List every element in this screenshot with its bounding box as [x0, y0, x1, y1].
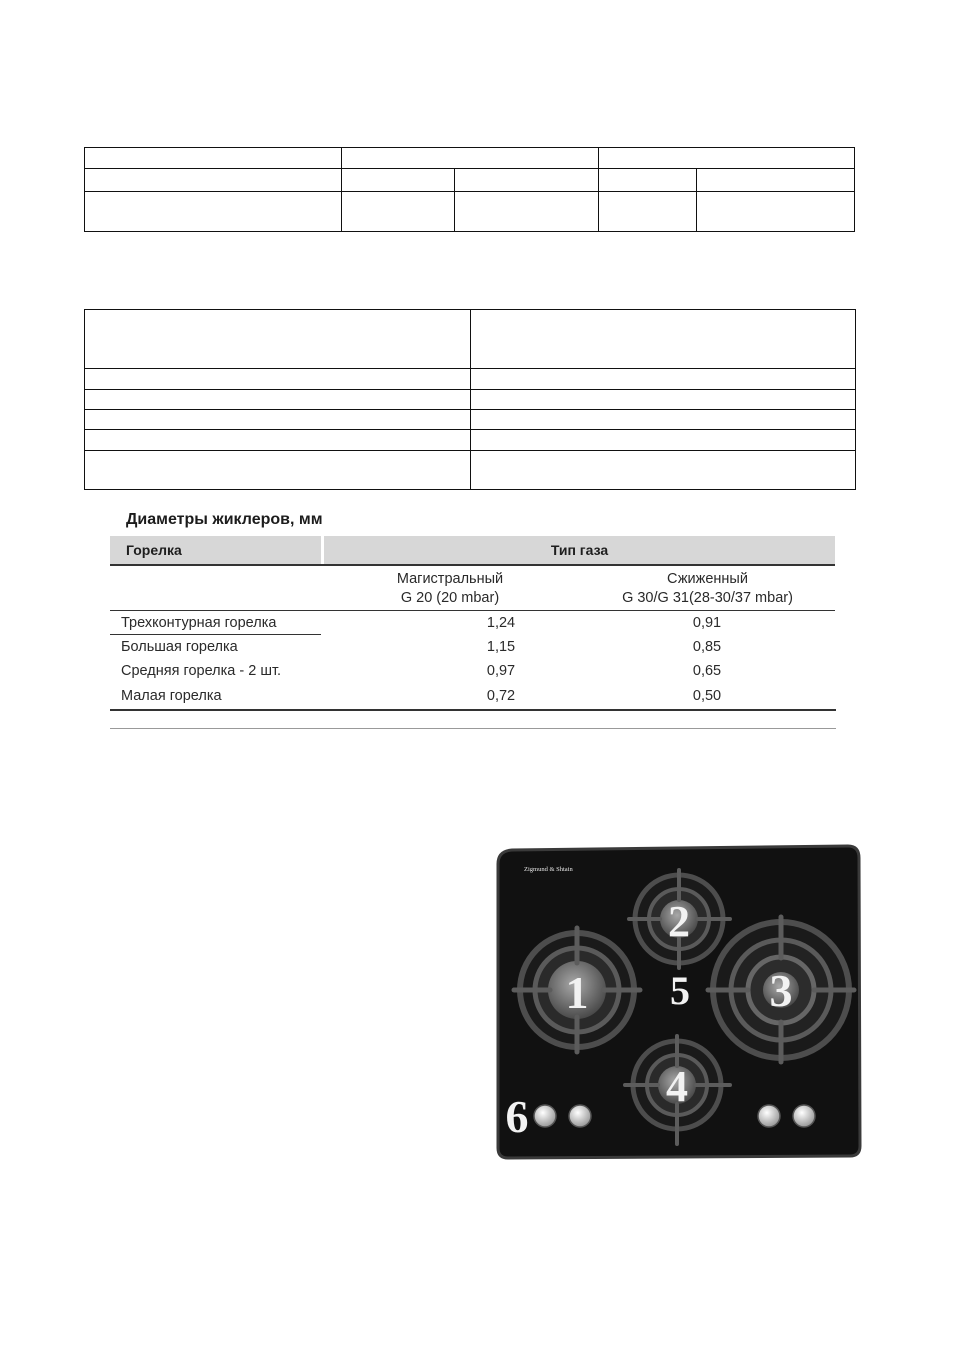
callout-1: 1	[565, 967, 589, 1018]
table-row	[85, 430, 856, 451]
row-underline	[110, 634, 321, 635]
table-cell	[342, 169, 455, 192]
header-burner: Горелка	[126, 542, 182, 558]
table-row	[85, 451, 856, 490]
lpg-value: 0,85	[692, 639, 722, 655]
jet-table-header	[110, 536, 835, 566]
subheader-natural-gas	[350, 570, 550, 608]
natural-gas-spec: G 20 (20 mbar)	[400, 590, 500, 606]
table-row	[85, 148, 855, 169]
table-bottom-rule	[110, 709, 836, 711]
table-cell	[85, 369, 471, 390]
empty-table-middle	[84, 309, 856, 490]
burner-name: Средняя горелка - 2 шт.	[121, 663, 282, 679]
table-row	[85, 369, 856, 390]
burner-name: Трехконтурная горелка	[121, 615, 277, 631]
brand-logo: Zigmund & Shtain	[524, 866, 573, 873]
table-cell	[85, 169, 342, 192]
gas-hob-image	[490, 840, 870, 1166]
natural-gas-value: 0,72	[486, 688, 516, 704]
burner-name: Малая горелка	[121, 688, 222, 704]
lpg-value: 0,50	[692, 688, 722, 704]
table-cell	[471, 369, 856, 390]
knob-icon	[793, 1105, 815, 1127]
natural-gas-value: 1,15	[486, 639, 516, 655]
table-cell	[85, 430, 471, 451]
table-cell	[471, 430, 856, 451]
table-cell	[471, 410, 856, 430]
table-row	[110, 613, 835, 635]
knob-icon	[534, 1105, 556, 1127]
natural-gas-name: Магистральный	[396, 571, 504, 587]
table-cell	[599, 192, 697, 232]
table-row	[85, 410, 856, 430]
table-cell	[697, 192, 855, 232]
subheader-rule	[110, 610, 835, 611]
table-cell	[471, 310, 856, 369]
table-cell	[471, 390, 856, 410]
knob-icon	[758, 1105, 780, 1127]
table-cell	[85, 192, 342, 232]
natural-gas-value: 0,97	[486, 663, 516, 679]
lpg-value: 0,65	[692, 663, 722, 679]
table-row	[85, 310, 856, 369]
table-cell	[85, 451, 471, 490]
callout-5: 5	[670, 968, 690, 1013]
callout-3: 3	[769, 965, 793, 1016]
header-gas-type: Тип газа	[550, 542, 609, 558]
table-row	[110, 661, 835, 683]
table-cell	[697, 169, 855, 192]
lpg-spec: G 30/G 31(28-30/37 mbar)	[622, 590, 793, 606]
table-cell	[471, 451, 856, 490]
burner-name: Большая горелка	[121, 639, 238, 655]
table-cell	[599, 169, 697, 192]
callout-6: 6	[505, 1091, 529, 1142]
table-cell	[342, 148, 599, 169]
table-row	[110, 637, 835, 659]
table-cell	[455, 169, 599, 192]
table-cell	[85, 410, 471, 430]
table-row	[110, 686, 835, 708]
natural-gas-value: 1,24	[486, 615, 516, 631]
subheader-lpg	[585, 570, 830, 608]
lpg-value: 0,91	[692, 615, 722, 631]
table-row	[85, 192, 855, 232]
lpg-name: Сжиженный	[667, 571, 748, 587]
table-row	[85, 390, 856, 410]
table-row	[85, 169, 855, 192]
table-cell	[85, 390, 471, 410]
table-cell	[85, 148, 342, 169]
table-cell	[455, 192, 599, 232]
table-cell	[85, 310, 471, 369]
jet-table-title: Диаметры жиклеров, мм	[126, 511, 323, 528]
callout-2: 2	[668, 897, 690, 946]
table-cell	[599, 148, 855, 169]
callout-4: 4	[666, 1062, 688, 1111]
knob-icon	[569, 1105, 591, 1127]
empty-table-top	[84, 147, 855, 232]
table-cell	[342, 192, 455, 232]
table-footer-rule	[110, 728, 836, 729]
